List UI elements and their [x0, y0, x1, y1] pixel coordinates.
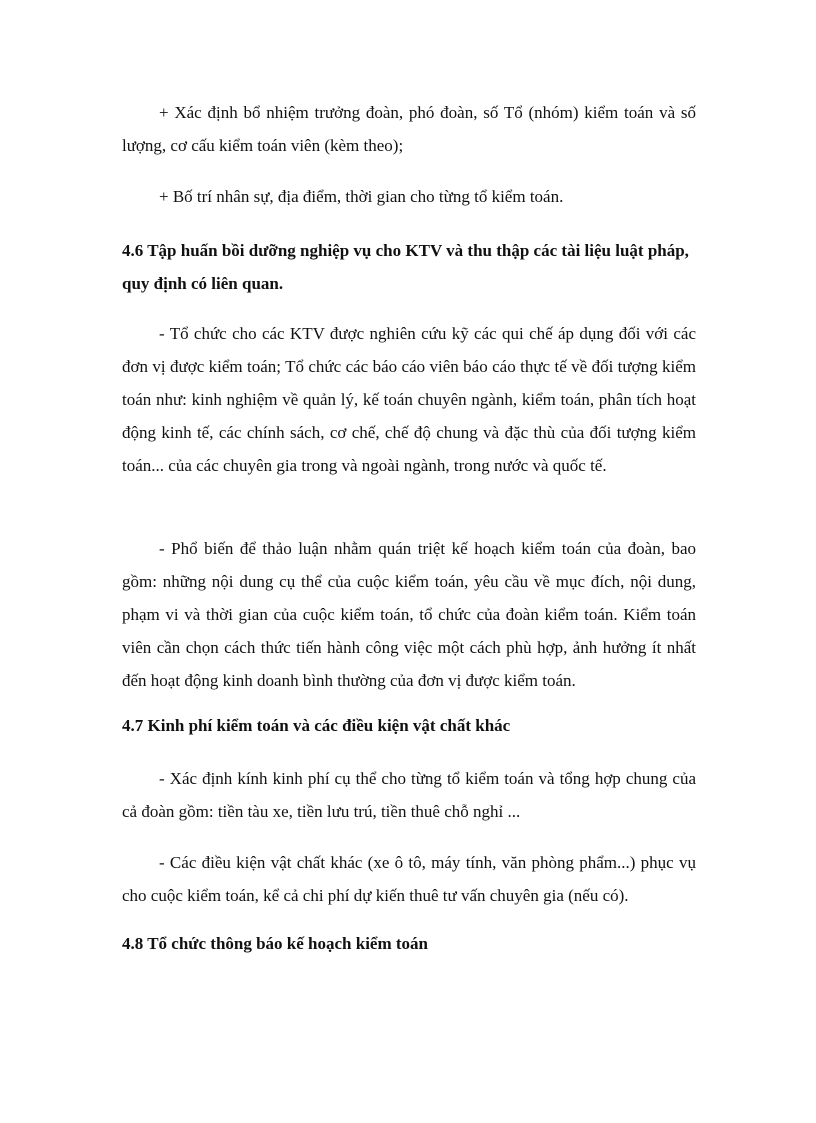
paragraph-training: - Tổ chức cho các KTV được nghiên cứu kỹ các qui chế áp dụng đối với các đơn vị được kiểm toán; Tổ chức các báo cáo viên báo cáo thực tế về đối tượng kiểm toán như: kinh nghiệm về quản lý, kế toán chuyên ngành, kiểm toán, phân tích hoạt động kinh tế, các chính sách, cơ chế, chế độ chung và đặc thù của đối tượng kiểm toán... của các chuyên gia trong và ngoài ngành, trong nước và quốc tế.	[122, 324, 696, 475]
paragraph-material-conditions: - Các điều kiện vật chất khác (xe ô tô, máy tính, văn phòng phẩm...) phục vụ cho cuộc kiểm toán, kể cả chi phí dự kiến thuê tư vấn chuyên gia (nếu có).	[122, 853, 696, 905]
section-heading-4-8: 4.8 Tổ chức thông báo kế hoạch kiểm toán	[122, 934, 429, 953]
section-heading-4-7: 4.7 Kinh phí kiểm toán và các điều kiện vật chất khác	[122, 716, 511, 735]
paragraph-dissemination: - Phổ biến để thảo luận nhằm quán triệt kế hoạch kiểm toán của đoàn, bao gồm: những nội dung cụ thể của cuộc kiểm toán, yêu cầu về mục đích, nội dung, phạm vi và thời gian của cuộc kiểm toán, tổ chức của đoàn kiểm toán. Kiểm toán viên cần chọn cách thức tiến hành công việc một cách phù hợp, ảnh hưởng ít nhất đến hoạt động kinh doanh bình thường của đơn vị được kiểm toán.	[122, 539, 696, 690]
paragraph-budget: - Xác định kính kinh phí cụ thể cho từng tổ kiểm toán và tổng hợp chung của cả đoàn gồm: tiền tàu xe, tiền lưu trú, tiền thuê chỗ nghỉ ...	[122, 769, 696, 821]
paragraph-assign-staff: + Bố trí nhân sự, địa điểm, thời gian cho từng tổ kiểm toán.	[159, 187, 564, 206]
section-heading-4-6: 4.6 Tập huấn bồi dưỡng nghiệp vụ cho KTV và thu thập các tài liệu luật pháp, quy định có liên quan.	[122, 241, 689, 293]
paragraph-appoint-team: + Xác định bổ nhiệm trưởng đoàn, phó đoàn, số Tổ (nhóm) kiểm toán và số lượng, cơ cấu kiểm toán viên (kèm theo);	[122, 103, 696, 155]
